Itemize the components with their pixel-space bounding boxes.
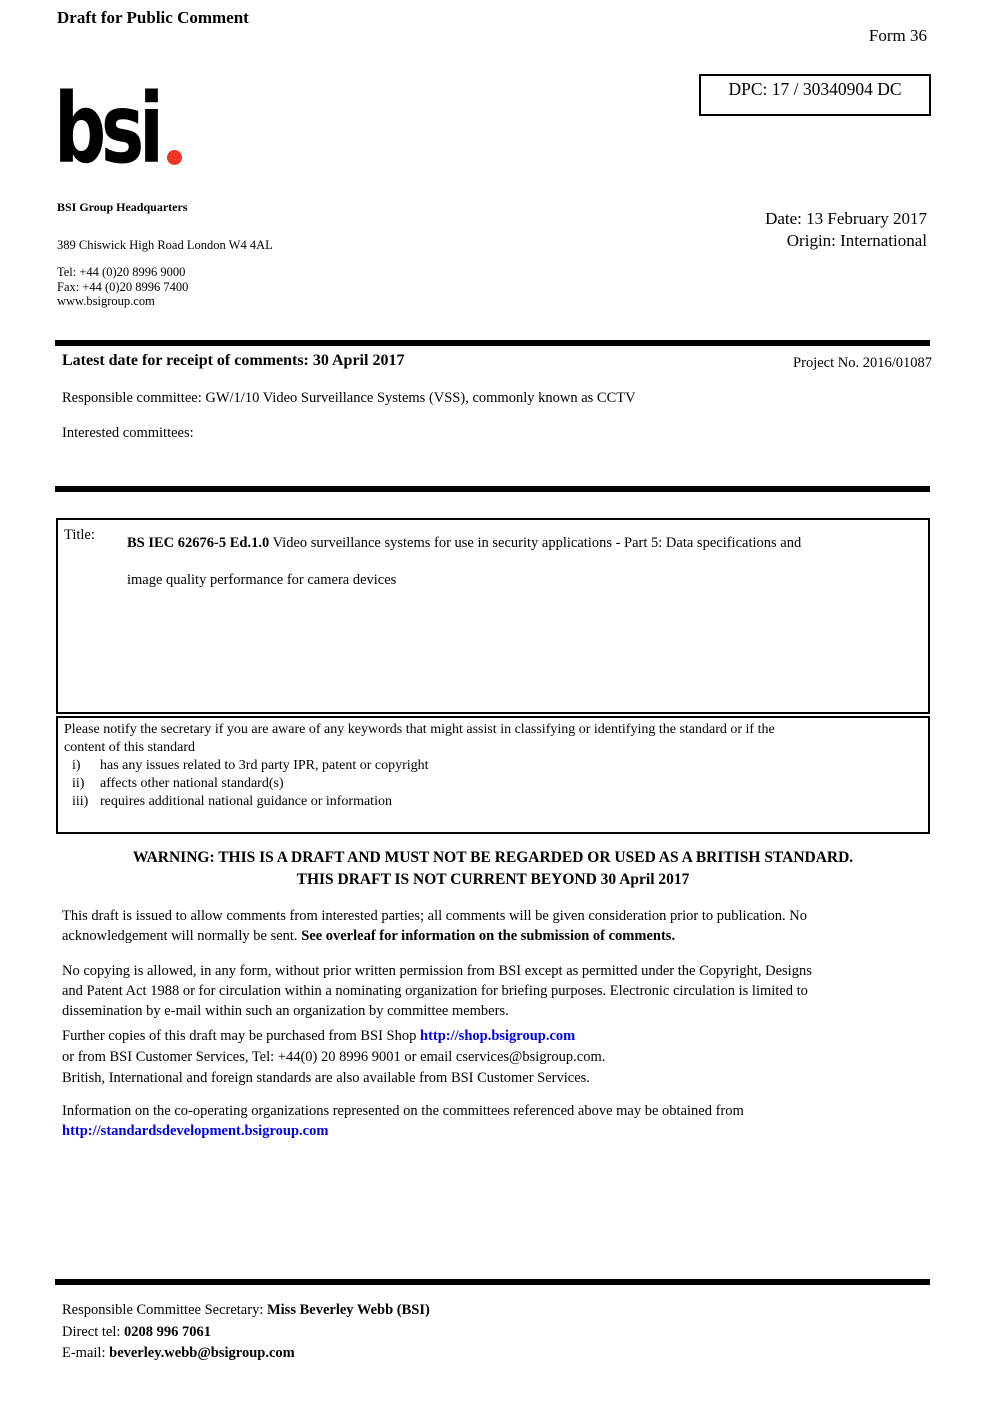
hq-website: www.bsigroup.com [57, 294, 155, 308]
direct-tel-line [62, 1322, 430, 1344]
date-origin-block [765, 208, 927, 252]
keyword-item-1-numeral: i) [72, 758, 81, 773]
email-line [62, 1343, 430, 1365]
secretary-line [62, 1300, 430, 1322]
draft-for-public-comment-heading: Draft for Public Comment [57, 8, 249, 27]
bsi-logo-red-dot-icon [167, 150, 182, 165]
secretary-label: Responsible Committee Secretary: [62, 1302, 267, 1318]
dpc-reference-text: DPC: 17 / 30340904 DC [728, 79, 902, 99]
hq-address: 389 Chiswick High Road London W4 4AL [57, 238, 273, 252]
standards-development-link[interactable]: http://standardsdevelopment.bsigroup.com [62, 1123, 329, 1139]
form-number: Form 36 [868, 26, 927, 45]
email-value: beverley.webb@bsigroup.com [109, 1345, 295, 1361]
horizontal-rule-middle [55, 486, 930, 492]
paragraph-1-line2 [62, 926, 807, 946]
paragraph-1-line1: This draft is issued to allow comments from interested parties; all comments will be given consideration prior to publication. No [62, 908, 807, 924]
paragraph-cooperating-organizations [62, 1101, 744, 1141]
paragraph-2-line3: dissemination by e-mail within such an organization by committee members. [62, 1003, 509, 1019]
keyword-item-1 [64, 757, 922, 775]
secretary-contact-block [62, 1300, 430, 1365]
standard-title-line1-rest: Video surveillance systems for use in security applications - Part 5: Data specifications and [269, 535, 802, 551]
paragraph-comments-consideration [62, 906, 807, 946]
bsi-logo-text: bsi [54, 73, 159, 185]
hq-fax: Fax: +44 (0)20 8996 7400 [57, 280, 189, 294]
keyword-item-2-numeral: ii) [72, 776, 85, 791]
document-origin: Origin: International [786, 231, 927, 250]
keywords-intro-line1: Please notify the secretary if you are aware of any keywords that might assist in classifying or identifying the standard or if the [64, 722, 775, 737]
direct-tel-value: 0208 996 7061 [124, 1323, 212, 1340]
paragraph-further-copies [62, 1026, 605, 1089]
title-label: Title: [64, 527, 95, 543]
project-number: Project No. 2016/01087 [793, 355, 932, 371]
keyword-item-3-numeral: iii) [72, 794, 89, 809]
document-date: Date: 13 February 2017 [765, 209, 927, 228]
paragraph-4-line1: Information on the co-operating organizations represented on the committees referenced above may be obtained from [62, 1103, 744, 1119]
keyword-item-3 [64, 793, 922, 811]
paragraph-1-line2-regular: acknowledgement will normally be sent. [62, 928, 302, 944]
horizontal-rule-top [55, 340, 930, 346]
keyword-item-1-text: has any issues related to 3rd party IPR, patent or copyright [100, 758, 429, 773]
standard-title [127, 525, 801, 599]
draft-warning [56, 847, 930, 891]
title-box [56, 518, 930, 714]
paragraph-no-copying [62, 961, 812, 1021]
interested-committees: Interested committees: [62, 425, 194, 441]
keyword-item-2-text: affects other national standard(s) [100, 776, 284, 791]
standard-title-line2: image quality performance for camera devices [127, 572, 397, 588]
draft-warning-line1: WARNING: THIS IS A DRAFT AND MUST NOT BE REGARDED OR USED AS A BRITISH STANDARD. [132, 849, 854, 866]
keywords-notice-box [56, 716, 930, 834]
secretary-name: Miss Beverley Webb (BSI) [266, 1302, 430, 1318]
paragraph-2-line2: and Patent Act 1988 or for circulation within a nominating organization for briefing purposes. Electronic circulation is limited to [62, 983, 808, 999]
hq-tel: Tel: +44 (0)20 8996 9000 [57, 265, 186, 279]
paragraph-3-line3: British, International and foreign standards are also available from BSI Customer Services. [62, 1070, 590, 1086]
hq-title: BSI Group Headquarters [57, 200, 188, 214]
keywords-intro-line2: content of this standard [64, 740, 196, 755]
latest-comment-date: Latest date for receipt of comments: 30 April 2017 [62, 352, 405, 369]
keyword-item-2 [64, 775, 922, 793]
email-label: E-mail: [62, 1345, 110, 1361]
paragraph-3-line1 [62, 1026, 605, 1047]
dpc-reference-box [699, 74, 931, 116]
standard-reference: BS IEC 62676-5 Ed.1.0 [127, 535, 270, 551]
see-overleaf-note: See overleaf for information on the submission of comments. [301, 928, 676, 944]
paragraph-3-line2: or from BSI Customer Services, Tel: +44(0) 20 8996 9001 or email cservices@bsigroup.com. [62, 1049, 606, 1065]
standard-title-line1 [127, 525, 801, 562]
paragraph-3-line1-regular: Further copies of this draft may be purchased from BSI Shop [62, 1028, 420, 1044]
responsible-committee: Responsible committee: GW/1/10 Video Surveillance Systems (VSS), commonly known as CCTV [62, 390, 636, 406]
paragraph-2-line1: No copying is allowed, in any form, without prior written permission from BSI except as permitted under the Copyright, Designs [62, 963, 812, 979]
horizontal-rule-bottom [55, 1279, 930, 1285]
keyword-item-3-text: requires additional national guidance or information [100, 794, 392, 809]
direct-tel-label: Direct tel: [62, 1323, 125, 1340]
draft-warning-line2: THIS DRAFT IS NOT CURRENT BEYOND 30 April 2017 [296, 871, 690, 888]
bsi-shop-link[interactable]: http://shop.bsigroup.com [420, 1028, 576, 1044]
bsi-logo [54, 73, 214, 185]
